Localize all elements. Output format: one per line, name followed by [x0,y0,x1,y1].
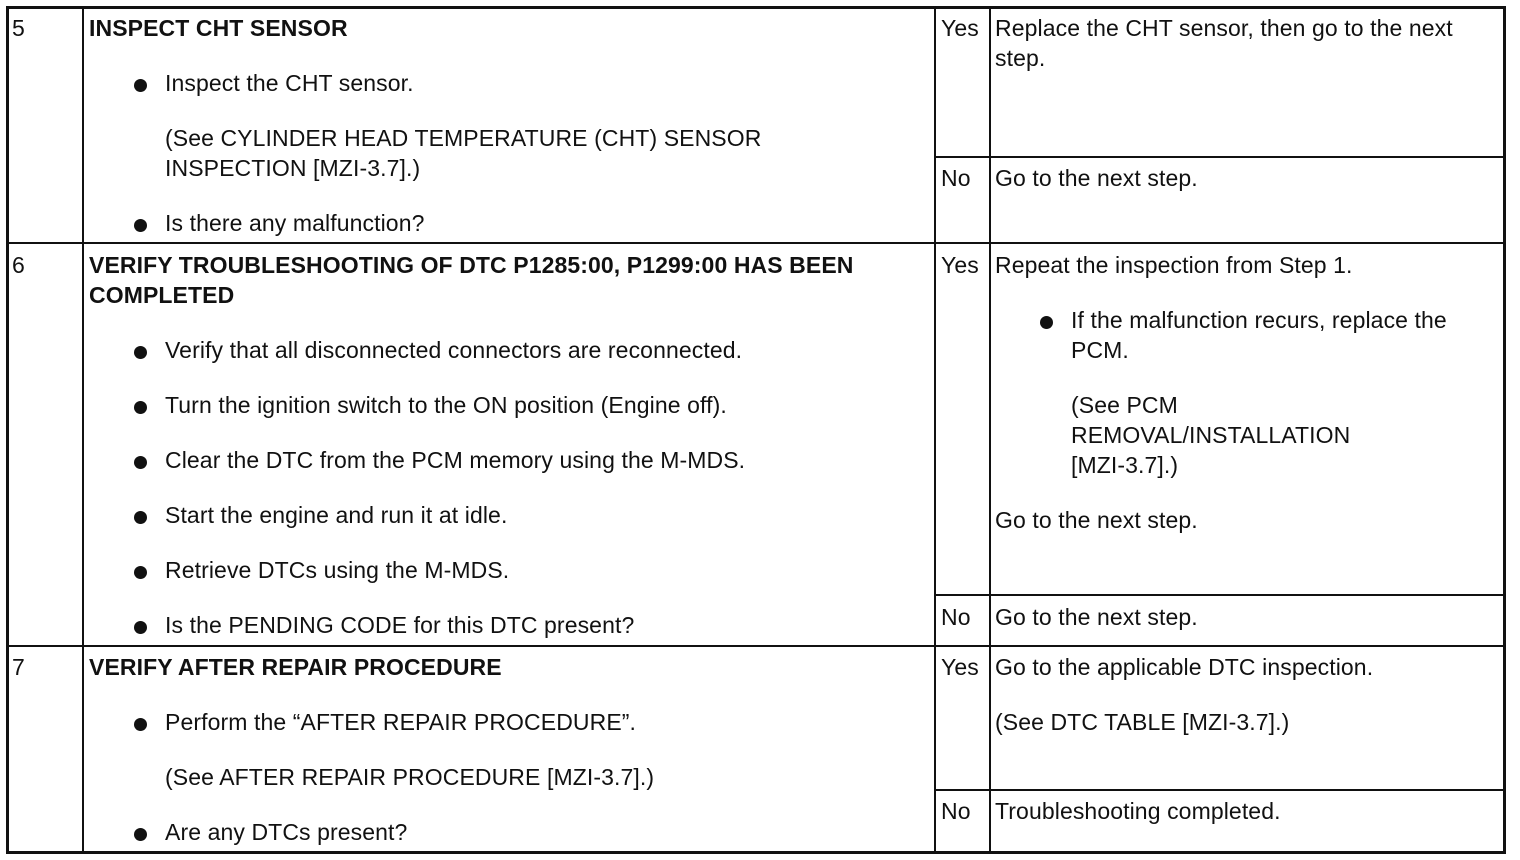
col-divider-action [989,9,991,851]
row-divider-5-6 [9,242,1503,244]
yes-no-divider-7 [934,789,1503,791]
no-action: Go to the next step. [995,604,1198,630]
yes-label: Yes [941,15,979,41]
step-question: Is there any malfunction? [165,210,425,236]
step-reference: INSPECTION [MZI-3.7].) [165,155,421,181]
step-instruction: Start the engine and run it at idle. [165,502,508,528]
bullet-icon [134,219,147,232]
yes-action: Replace the CHT sensor, then go to the next [995,15,1453,41]
yes-label: Yes [941,654,979,680]
bullet-icon [134,401,147,414]
yes-action: Go to the applicable DTC inspection. [995,654,1374,680]
col-divider-answer [934,9,936,851]
yes-label: Yes [941,252,979,278]
bullet-icon [134,456,147,469]
bullet-icon [134,828,147,841]
yes-reference: (See PCM [1071,392,1178,418]
yes-action: PCM. [1071,337,1129,363]
bullet-icon [134,718,147,731]
step-question: Is the PENDING CODE for this DTC present? [165,612,635,638]
bullet-icon [134,566,147,579]
bullet-icon [134,621,147,634]
step-instruction: Inspect the CHT sensor. [165,70,414,96]
bullet-icon [134,79,147,92]
yes-action: Repeat the inspection from Step 1. [995,252,1353,278]
yes-action: Go to the next step. [995,507,1198,533]
yes-reference: REMOVAL/INSTALLATION [1071,422,1351,448]
step-instruction: Turn the ignition switch to the ON position (Engine off). [165,392,727,418]
step-reference: (See CYLINDER HEAD TEMPERATURE (CHT) SENSOR [165,125,762,151]
troubleshooting-table [6,6,1506,854]
step-question: Are any DTCs present? [165,819,408,845]
no-action: Troubleshooting completed. [995,798,1281,824]
no-label: No [941,798,971,824]
bullet-icon [134,346,147,359]
no-label: No [941,604,971,630]
row-divider-6-7 [9,645,1503,647]
step-instruction: Clear the DTC from the PCM memory using the M-MDS. [165,447,746,473]
yes-action: If the malfunction recurs, replace the [1071,307,1447,333]
step-number: 6 [12,252,25,278]
col-divider-step [82,9,84,851]
step-title: INSPECT CHT SENSOR [89,15,348,41]
yes-reference: (See DTC TABLE [MZI-3.7].) [995,709,1290,735]
yes-no-divider-6 [934,594,1503,596]
step-instruction: Retrieve DTCs using the M-MDS. [165,557,510,583]
step-number: 5 [12,15,25,41]
yes-action: step. [995,45,1046,71]
step-number: 7 [12,654,25,680]
bullet-icon [1040,316,1053,329]
step-instruction: Perform the “AFTER REPAIR PROCEDURE”. [165,709,637,735]
no-action: Go to the next step. [995,165,1198,191]
step-instruction: Verify that all disconnected connectors are reconnected. [165,337,743,363]
step-title: VERIFY AFTER REPAIR PROCEDURE [89,654,502,680]
step-title: COMPLETED [89,282,235,308]
yes-reference: [MZI-3.7].) [1071,452,1179,478]
bullet-icon [134,511,147,524]
step-title: VERIFY TROUBLESHOOTING OF DTC P1285:00, P1299:00 HAS BEEN [89,252,854,278]
no-label: No [941,165,971,191]
yes-no-divider-5 [934,156,1503,158]
step-reference: (See AFTER REPAIR PROCEDURE [MZI-3.7].) [165,764,655,790]
